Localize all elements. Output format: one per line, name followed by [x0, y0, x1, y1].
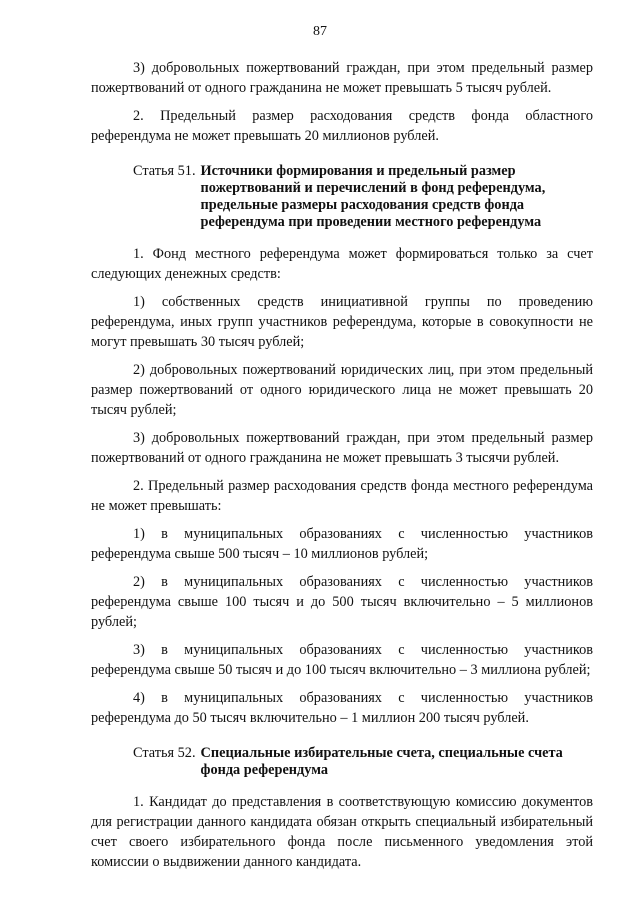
article-51-heading	[91, 163, 593, 231]
article-label: Статья 52.	[133, 745, 196, 761]
paragraph: 2. Предельный размер расходования средств фонда областного референдума не может превышать 20 миллионов рублей.	[91, 108, 593, 144]
paragraph: 3) добровольных пожертвований граждан, при этом предельный размер пожертвований от одного гражданина не может превышать 5 тысяч рублей.	[91, 60, 593, 96]
article-title: Специальные избирательные счета, специальные счета фонда референдума	[200, 745, 563, 778]
paragraph: 4) в муниципальных образованиях с численностью участников референдума до 50 тысяч включительно – 1 миллион 200 тысяч рублей.	[91, 690, 593, 726]
paragraph: 2) добровольных пожертвований юридических лиц, при этом предельный размер пожертвований от одного юридического лица не может превышать 20 тысяч рублей;	[91, 362, 593, 418]
document-body	[91, 58, 593, 880]
paragraph: 3) в муниципальных образованиях с численностью участников референдума свыше 50 тысяч и до 100 тысяч включительно – 3 миллиона рублей;	[91, 642, 593, 678]
paragraph: 1. Кандидат до представления в соответствующую комиссию документов для регистрации данного кандидата обязан открыть специальный избирательный счет своего избирательного фонда после письменного уведомления этой комиссии о выдвижении данного кандидата.	[91, 794, 593, 870]
paragraph: 1. Фонд местного референдума может формироваться только за счет следующих денежных средств:	[91, 246, 593, 282]
paragraph: 2. Предельный размер расходования средств фонда местного референдума не может превышать:	[91, 478, 593, 514]
article-label: Статья 51.	[133, 163, 196, 179]
paragraph: 3) добровольных пожертвований граждан, при этом предельный размер пожертвований от одного гражданина не может превышать 3 тысячи рублей.	[91, 430, 593, 466]
page-number: 87	[313, 24, 327, 39]
paragraph: 1) собственных средств инициативной группы по проведению референдума, иных групп участников референдума, которые в совокупности не могут превышать 30 тысяч рублей;	[91, 294, 593, 350]
article-52-heading	[91, 745, 593, 779]
paragraph: 1) в муниципальных образованиях с численностью участников референдума свыше 500 тысяч – 10 миллионов рублей;	[91, 526, 593, 562]
paragraph: 2) в муниципальных образованиях с численностью участников референдума свыше 100 тысяч и до 500 тысяч включительно – 5 миллионов рублей;	[91, 574, 593, 630]
article-title: Источники формирования и предельный размер пожертвований и перечислений в фонд референдума, предельные размеры расходования средств фонда референдума при проведении местного референдума	[200, 163, 546, 230]
